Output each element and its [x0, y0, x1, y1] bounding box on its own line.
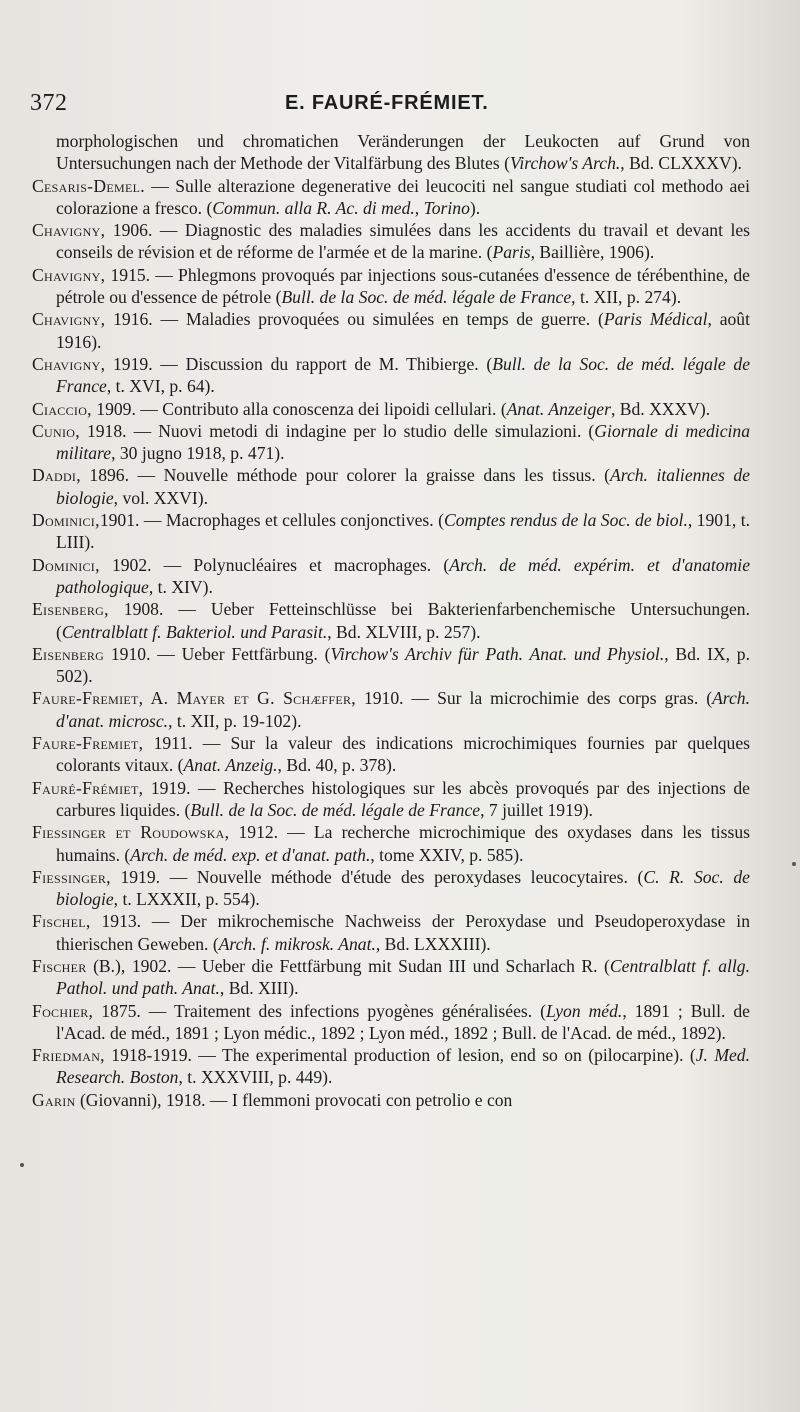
page-number: 372 — [30, 90, 68, 116]
entry-author: Faure-Fremiet, — [32, 733, 144, 754]
entry-text: 1915. — Phlegmons provoqués par injections sous-cutanées d'essence de térébenthine, de pétrole ou d'essence de pétrole ( — [56, 264, 750, 308]
bibliography-entry — [32, 1000, 750, 1045]
page-speck — [792, 862, 796, 866]
entry-text: 1916. — Maladies provoquées ou simulées en temps de guerre. ( — [105, 309, 604, 330]
entry-source-details: , vol. XXVI). — [113, 487, 208, 508]
bibliography-entry — [32, 598, 750, 643]
entry-text: 1910. — Ueber Fettfärbung. ( — [104, 643, 331, 664]
entry-author: Chavigny, — [32, 353, 106, 374]
bibliography-entry — [32, 464, 750, 509]
entry-source-title: Virchow's Arch. — [509, 153, 621, 174]
entry-source-details: , Bd. XIII). — [219, 978, 299, 999]
entry-source-title: Centralblatt f. Bakteriol. und Parasit. — [61, 621, 328, 642]
entry-source-details: , Baillière, 1906). — [530, 242, 655, 263]
bibliography-entry — [32, 777, 750, 822]
entry-author: Fiessinger et Roudowska, — [32, 822, 230, 843]
entry-author: Daddi, — [32, 465, 81, 486]
entry-source-details: , 7 juillet 1919). — [480, 799, 593, 820]
entry-source-title: Bull. de la Soc. de méd. légale de France — [281, 287, 572, 308]
entry-text: — Sulle alterazione degenerative dei leucociti nel sangue studiati col methodo aei colorazione a fresco. ( — [56, 175, 750, 218]
entry-source-details: , 30 jugno 1918, p. 471). — [111, 443, 285, 464]
entry-source-details: , t. XII, p. 274). — [571, 287, 682, 308]
entry-author: Cesaris-Demel. — [32, 175, 145, 196]
entry-text: 1910. — Sur la microchimie des corps gras. ( — [356, 688, 713, 709]
entry-source-title: Lyon méd. — [545, 1000, 623, 1021]
entry-source-details: , Bd. 40, p. 378). — [277, 755, 397, 776]
entry-text: 1913. — Der mikrochemische Nachweiss der Peroxydase und Pseudoperoxydase in thierischen Geweben. ( — [56, 911, 750, 954]
entry-author: Fischel, — [32, 911, 91, 932]
entry-source-details: , août 1916). — [56, 309, 750, 352]
bibliography-entry — [32, 1044, 750, 1089]
bibliography-entry — [32, 866, 750, 911]
entry-source-details: , Bd. CLXXXV). — [620, 153, 742, 174]
entry-source-title: J. Med. Research. Boston — [56, 1045, 750, 1088]
entry-source-details: , 1891 ; Bull. de l'Acad. de méd., 1891 ; Lyon médic., 1892 ; Lyon méd., 1892 ; Bull. de l'Acad. de méd., 1892). — [56, 1000, 750, 1043]
entry-text: 1918-1919. — The experimental production of lesion, end so on (pilocarpine). ( — [104, 1045, 696, 1066]
bibliography-entry — [32, 219, 750, 264]
entry-source-title: Bull. de la Soc. de méd. légale de France — [56, 353, 750, 397]
entry-text: 1902. — Polynucléaires et macrophages. ( — [99, 554, 450, 575]
entry-source-details: , t. XIV). — [148, 576, 213, 597]
bibliography-entry — [32, 910, 750, 955]
bibliography-entry — [32, 353, 750, 398]
entry-source-details: , t. XXXVIII, p. 449). — [178, 1067, 333, 1088]
entry-author: Chavigny, — [32, 309, 106, 330]
bibliography-entry-continued — [32, 130, 750, 175]
entry-author: Chavigny, — [32, 220, 106, 241]
entry-source-title: Anat. Anzeig. — [183, 755, 278, 776]
entry-source-title: Virchow's Archiv für Path. Anat. und Physiol. — [330, 643, 665, 664]
entry-author: Friedman, — [32, 1045, 105, 1066]
entry-source-details: , t. XVI, p. 64). — [106, 376, 215, 397]
bibliography-entry — [32, 643, 750, 688]
entry-source-title: Arch. d'anat. microsc. — [56, 688, 751, 731]
entry-text: 1909. — Contributo alla conoscenza dei lipoidi cellulari. ( — [91, 398, 507, 419]
entry-source-title: Comptes rendus de la Soc. de biol. — [443, 510, 688, 531]
entry-author: Garin — [32, 1089, 76, 1110]
bibliography-entry — [32, 554, 750, 599]
entry-source-title: Anat. Anzeiger — [506, 398, 611, 419]
entry-source-title: Bull. de la Soc. de méd. légale de France — [190, 799, 481, 820]
entry-text: (Giovanni), 1918. — I flemmoni provocati con petrolio e con — [75, 1089, 513, 1110]
bibliography-entry — [32, 955, 750, 1000]
bibliography-entry — [32, 264, 750, 309]
entry-source-title: Giornale di medicina militare — [56, 420, 750, 464]
entry-author: Fischer — [32, 955, 87, 976]
entry-source-details: , t. LXXXII, p. 554). — [113, 889, 260, 910]
entry-source-title: Arch. de méd. exp. et d'anat. path. — [130, 844, 371, 865]
page-speck — [20, 1163, 24, 1167]
entry-source-details: , Bd. XLVIII, p. 257). — [327, 621, 481, 642]
entry-source-details: , Bd. IX, p. 502). — [56, 643, 751, 687]
entry-text: 1912. — La recherche microchimique des oxydases dans les tissus humains. ( — [56, 822, 750, 865]
entry-source-details: ). — [469, 197, 481, 218]
entry-source-title: Arch. f. mikrosk. Anat. — [218, 933, 376, 954]
page-header — [30, 88, 770, 124]
entry-text: 1911. — Sur la valeur des indications microchimiques fournies par quelques colorants vitaux. ( — [56, 733, 750, 776]
bibliography-entry — [32, 687, 750, 732]
entry-author: Faure-Fremiet, A. Mayer et G. Schæffer, — [32, 688, 356, 709]
running-head: E. FAURÉ-FRÉMIET. — [285, 92, 489, 114]
bibliography-list — [32, 130, 750, 1111]
bibliography-entry — [32, 175, 750, 220]
entry-author: Eisenberg — [32, 643, 105, 664]
entry-author: Cunio, — [32, 420, 80, 441]
entry-author: Dominici, — [32, 510, 100, 531]
bibliography-entry — [32, 398, 750, 420]
entry-source-details: , Bd. XXXV). — [610, 398, 711, 419]
entry-source-title: Paris — [492, 242, 531, 263]
entry-source-details: , 1901, t. LIII). — [56, 510, 750, 553]
entry-text: 1908. — Ueber Fetteinschlüsse bei Bakterienfarbenchemische Untersuchungen. ( — [56, 599, 750, 642]
entry-text: 1906. — Diagnostic des maladies simulées dans les accidents du travail et devant les conseils de révision et de réforme de l'armée et de la marine. ( — [56, 220, 750, 263]
entry-source-details: , t. XII, p. 19-102). — [168, 710, 302, 731]
bibliography-entry — [32, 1089, 750, 1111]
entry-text: morphologischen und chromatichen Veränderungen der Leukocten auf Grund von Untersuchungen nach der Methode der Vitalfärbung des Blutes ( — [56, 131, 750, 174]
entry-text: 1919. — Recherches histologiques sur les abcès provoqués par des injections de carbures liquides. ( — [56, 777, 750, 820]
entry-source-title: Paris Médical — [603, 309, 708, 330]
entry-source-title: Commun. alla R. Ac. di med., Torino — [212, 197, 470, 218]
entry-source-title: Arch. de méd. expérim. et d'anatomie pathologique — [56, 554, 750, 597]
entry-text: 1901. — Macrophages et cellules conjonctives. ( — [99, 510, 444, 531]
entry-text: 1875. — Traitement des infections pyogènes généralisées. ( — [93, 1000, 546, 1021]
bibliography-entry — [32, 821, 750, 866]
bibliography-entry — [32, 308, 750, 353]
entry-source-title: C. R. Soc. de biologie — [56, 866, 750, 910]
entry-author: Ciaccio, — [32, 398, 92, 419]
bibliography-entry — [32, 732, 750, 777]
entry-text: (B.), 1902. — Ueber die Fettfärbung mit Sudan III und Scharlach R. ( — [86, 955, 610, 976]
entry-author: Eisenberg, — [32, 599, 109, 620]
entry-text: 1919. — Nouvelle méthode d'étude des peroxydases leucocytaires. ( — [110, 866, 644, 887]
entry-text: 1896. — Nouvelle méthode pour colorer la graisse dans les tissus. ( — [80, 465, 611, 486]
entry-source-details: , Bd. LXXXIII). — [375, 933, 491, 954]
entry-author: Chavigny, — [32, 264, 106, 285]
entry-author: Fochier, — [32, 1000, 94, 1021]
entry-author: Fiessinger, — [32, 866, 111, 887]
bibliography-entry — [32, 420, 750, 465]
entry-source-title: Arch. italiennes de biologie — [56, 465, 750, 508]
bibliography-entry — [32, 509, 750, 554]
entry-text: 1919. — Discussion du rapport de M. Thibierge. ( — [105, 353, 493, 374]
entry-author: Dominici, — [32, 554, 100, 575]
entry-source-title: Centralblatt f. allg. Pathol. und path. Anat. — [56, 955, 750, 999]
entry-source-details: , tome XXIV, p. 585). — [370, 844, 524, 865]
entry-author: Fauré-Frémiet, — [32, 777, 144, 798]
entry-text: 1918. — Nuovi metodi di indagine per lo studio delle simulazioni. ( — [79, 420, 595, 441]
